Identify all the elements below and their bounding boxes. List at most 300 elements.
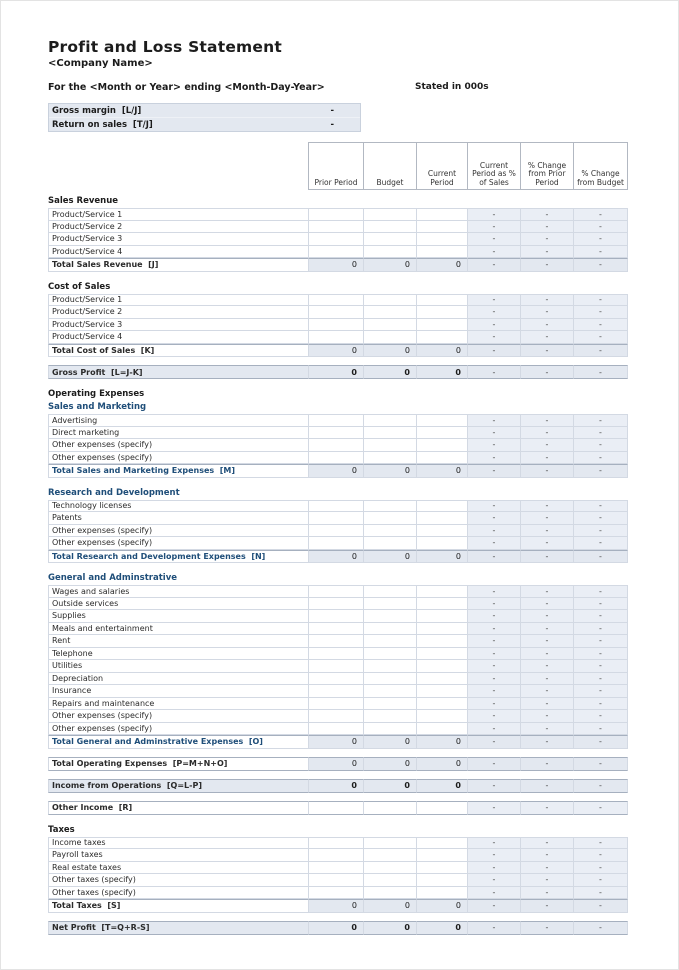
amount-cell: 0	[417, 464, 468, 478]
amount-cell[interactable]	[309, 837, 364, 850]
percent-cell: -	[468, 414, 521, 427]
amount-cell[interactable]	[364, 246, 417, 259]
percent-cell: -	[468, 525, 521, 538]
percent-cell: -	[468, 849, 521, 862]
amount-cell: 0	[364, 258, 417, 272]
row-utilities	[48, 660, 628, 673]
row-label: Real estate taxes	[48, 862, 309, 875]
summary-metrics-box	[48, 103, 361, 132]
row-net-profit-t-q-r-s	[48, 921, 628, 935]
row-label: Total General and Adminstrative Expenses [O]	[48, 735, 309, 749]
percent-cell: -	[468, 610, 521, 623]
percent-cell: -	[574, 598, 628, 611]
amount-cell[interactable]	[364, 233, 417, 246]
amount-cell[interactable]	[309, 849, 364, 862]
row-supplies	[48, 610, 628, 623]
percent-cell: -	[574, 500, 628, 513]
row-patents	[48, 512, 628, 525]
amount-cell[interactable]	[309, 512, 364, 525]
amount-cell: 0	[364, 735, 417, 749]
percent-cell: -	[521, 698, 574, 711]
percent-cell: -	[468, 208, 521, 221]
amount-cell[interactable]	[417, 801, 468, 815]
amount-cell[interactable]	[364, 439, 417, 452]
row-product-service-1	[48, 294, 628, 307]
row-total-operating-expenses-p-m-n-o	[48, 757, 628, 771]
row-depreciation	[48, 673, 628, 686]
amount-cell[interactable]	[417, 648, 468, 661]
row-product-service-2	[48, 306, 628, 319]
row-total-cost-of-sales-k	[48, 344, 628, 358]
gross-margin-label: Gross margin [L/J]	[52, 105, 142, 116]
row-label: Other expenses (specify)	[48, 723, 309, 736]
percent-cell: -	[468, 258, 521, 272]
percent-cell: -	[521, 887, 574, 900]
row-label: Other expenses (specify)	[48, 537, 309, 550]
section-header-taxes: Taxes	[48, 824, 75, 835]
section-header-sales-revenue: Sales Revenue	[48, 196, 119, 206]
percent-cell: -	[574, 525, 628, 538]
percent-cell: -	[574, 306, 628, 319]
percent-cell: -	[521, 537, 574, 550]
amount-cell[interactable]	[417, 698, 468, 711]
amount-cell[interactable]	[417, 525, 468, 538]
row-insurance	[48, 685, 628, 698]
amount-cell[interactable]	[309, 331, 364, 344]
stated-in-000s: Stated in 000s	[415, 82, 489, 92]
amount-cell[interactable]	[309, 723, 364, 736]
amount-cell: 0	[309, 258, 364, 272]
amount-cell[interactable]	[364, 837, 417, 850]
percent-cell: -	[521, 208, 574, 221]
section-net-profit	[48, 921, 628, 935]
row-product-service-4	[48, 331, 628, 344]
percent-cell: -	[468, 685, 521, 698]
amount-cell[interactable]	[417, 294, 468, 307]
row-label: Telephone	[48, 648, 309, 661]
percent-cell: -	[574, 635, 628, 648]
percent-cell: -	[521, 365, 574, 379]
amount-cell[interactable]	[309, 801, 364, 815]
amount-cell[interactable]	[364, 208, 417, 221]
percent-cell: -	[521, 233, 574, 246]
percent-cell: -	[468, 464, 521, 478]
amount-cell[interactable]	[309, 660, 364, 673]
gross-margin-row	[49, 104, 360, 117]
amount-cell: 0	[309, 899, 364, 913]
amount-cell[interactable]	[417, 887, 468, 900]
percent-cell: -	[468, 500, 521, 513]
amount-cell[interactable]	[417, 221, 468, 234]
percent-cell: -	[521, 801, 574, 815]
amount-cell[interactable]	[417, 837, 468, 850]
percent-cell: -	[521, 610, 574, 623]
amount-cell[interactable]	[417, 685, 468, 698]
row-label: Other Income [R]	[48, 801, 309, 815]
percent-cell: -	[574, 610, 628, 623]
percent-cell: -	[574, 512, 628, 525]
amount-cell[interactable]	[309, 673, 364, 686]
percent-cell: -	[521, 635, 574, 648]
amount-cell[interactable]	[309, 414, 364, 427]
amount-cell[interactable]	[417, 306, 468, 319]
row-label: Total Operating Expenses [P=M+N+O]	[48, 757, 309, 771]
amount-cell: 0	[364, 757, 417, 771]
percent-cell: -	[521, 921, 574, 935]
amount-cell[interactable]	[309, 635, 364, 648]
percent-cell: -	[574, 319, 628, 332]
row-label: Other expenses (specify)	[48, 525, 309, 538]
percent-cell: -	[574, 735, 628, 749]
percent-cell: -	[521, 427, 574, 440]
section-subheader-general-and-adminstrative: General and Adminstrative	[48, 573, 178, 583]
row-label: Other expenses (specify)	[48, 710, 309, 723]
row-advertising	[48, 414, 628, 427]
row-label: Product/Service 3	[48, 233, 309, 246]
return-on-sales-row	[49, 117, 360, 131]
period-row	[48, 82, 628, 95]
row-product-service-3	[48, 319, 628, 332]
amount-cell[interactable]	[309, 585, 364, 598]
amount-cell[interactable]	[309, 294, 364, 307]
row-label: Gross Profit [L=J-K]	[48, 365, 309, 379]
amount-cell[interactable]	[309, 500, 364, 513]
percent-cell: -	[574, 887, 628, 900]
section-sales-revenue	[48, 195, 628, 272]
amount-cell: 0	[364, 344, 417, 358]
amount-cell[interactable]	[309, 525, 364, 538]
percent-cell: -	[468, 550, 521, 564]
percent-cell: -	[574, 208, 628, 221]
amount-cell[interactable]	[417, 208, 468, 221]
percent-cell: -	[468, 452, 521, 465]
amount-cell: 0	[309, 550, 364, 564]
percent-cell: -	[468, 801, 521, 815]
percent-cell: -	[468, 660, 521, 673]
percent-cell: -	[574, 757, 628, 771]
return-on-sales-value: -	[330, 119, 334, 130]
percent-cell: -	[521, 757, 574, 771]
amount-cell[interactable]	[417, 452, 468, 465]
percent-cell: -	[468, 246, 521, 259]
percent-cell: -	[468, 757, 521, 771]
section-header-cost-of-sales: Cost of Sales	[48, 281, 111, 292]
percent-cell: -	[574, 246, 628, 259]
amount-cell[interactable]	[309, 874, 364, 887]
percent-cell: -	[521, 735, 574, 749]
percent-cell: -	[521, 899, 574, 913]
percent-cell: -	[574, 464, 628, 478]
amount-cell[interactable]	[364, 723, 417, 736]
row-repairs-and-maintenance	[48, 698, 628, 711]
section-gross-profit	[48, 365, 628, 379]
row-label: Total Taxes [S]	[48, 899, 309, 913]
percent-cell: -	[468, 673, 521, 686]
section-sales-and-marketing	[48, 388, 628, 478]
amount-cell[interactable]	[364, 660, 417, 673]
amount-cell: 0	[309, 779, 364, 793]
amount-cell[interactable]	[364, 598, 417, 611]
amount-cell[interactable]	[309, 221, 364, 234]
amount-cell[interactable]	[417, 537, 468, 550]
percent-cell: -	[574, 862, 628, 875]
amount-cell[interactable]	[364, 537, 417, 550]
percent-cell: -	[574, 258, 628, 272]
percent-cell: -	[468, 723, 521, 736]
percent-cell: -	[574, 723, 628, 736]
amount-cell[interactable]	[364, 685, 417, 698]
row-real-estate-taxes	[48, 862, 628, 875]
row-label: Product/Service 1	[48, 294, 309, 307]
percent-cell: -	[574, 452, 628, 465]
amount-cell[interactable]	[417, 414, 468, 427]
row-other-expenses-specify	[48, 452, 628, 465]
percent-cell: -	[468, 899, 521, 913]
amount-cell[interactable]	[309, 598, 364, 611]
amount-cell: 0	[309, 921, 364, 935]
amount-cell: 0	[417, 550, 468, 564]
section-subheader-sales-and-marketing: Sales and Marketing	[48, 402, 147, 412]
row-label: Other taxes (specify)	[48, 874, 309, 887]
percent-cell: -	[468, 837, 521, 850]
amount-cell[interactable]	[309, 452, 364, 465]
amount-cell: 0	[364, 899, 417, 913]
percent-cell: -	[468, 598, 521, 611]
percent-cell: -	[468, 874, 521, 887]
amount-cell: 0	[364, 779, 417, 793]
column-header-change-from-budget: % Change from Budget	[573, 142, 628, 190]
percent-cell: -	[468, 887, 521, 900]
amount-cell[interactable]	[417, 862, 468, 875]
page-title: Profit and Loss Statement	[48, 38, 282, 56]
row-total-sales-and-marketing-expenses-m	[48, 464, 628, 478]
row-label: Advertising	[48, 414, 309, 427]
percent-cell: -	[521, 258, 574, 272]
amount-cell[interactable]	[417, 233, 468, 246]
amount-cell[interactable]	[364, 862, 417, 875]
percent-cell: -	[521, 246, 574, 259]
amount-cell[interactable]	[309, 246, 364, 259]
amount-cell[interactable]	[364, 452, 417, 465]
percent-cell: -	[574, 331, 628, 344]
percent-cell: -	[521, 512, 574, 525]
amount-cell: 0	[364, 550, 417, 564]
amount-cell[interactable]	[364, 585, 417, 598]
percent-cell: -	[574, 427, 628, 440]
percent-cell: -	[574, 623, 628, 636]
percent-cell: -	[468, 537, 521, 550]
row-other-expenses-specify	[48, 525, 628, 538]
row-label: Technology licenses	[48, 500, 309, 513]
amount-cell[interactable]	[364, 887, 417, 900]
amount-cell[interactable]	[364, 648, 417, 661]
percent-cell: -	[521, 550, 574, 564]
percent-cell: -	[574, 710, 628, 723]
percent-cell: -	[521, 862, 574, 875]
statement-content	[48, 38, 628, 935]
amount-cell[interactable]	[364, 306, 417, 319]
row-total-taxes-s	[48, 899, 628, 913]
amount-cell[interactable]	[309, 610, 364, 623]
amount-cell[interactable]	[364, 874, 417, 887]
amount-cell[interactable]	[309, 537, 364, 550]
amount-cell: 0	[364, 921, 417, 935]
percent-cell: -	[574, 233, 628, 246]
row-label: Wages and salaries	[48, 585, 309, 598]
percent-cell: -	[468, 635, 521, 648]
amount-cell[interactable]	[364, 610, 417, 623]
amount-cell[interactable]	[309, 698, 364, 711]
percent-cell: -	[468, 648, 521, 661]
amount-cell: 0	[309, 757, 364, 771]
amount-cell[interactable]	[417, 723, 468, 736]
amount-cell[interactable]	[364, 427, 417, 440]
percent-cell: -	[468, 623, 521, 636]
amount-cell[interactable]	[417, 585, 468, 598]
amount-cell[interactable]	[364, 698, 417, 711]
amount-cell[interactable]	[364, 414, 417, 427]
column-header-row	[48, 142, 628, 190]
amount-cell: 0	[417, 344, 468, 358]
row-label: Product/Service 3	[48, 319, 309, 332]
amount-cell[interactable]	[417, 331, 468, 344]
percent-cell: -	[521, 306, 574, 319]
row-other-expenses-specify	[48, 439, 628, 452]
percent-cell: -	[521, 660, 574, 673]
amount-cell[interactable]	[364, 635, 417, 648]
row-other-expenses-specify	[48, 537, 628, 550]
amount-cell[interactable]	[309, 648, 364, 661]
amount-cell[interactable]	[309, 233, 364, 246]
amount-cell[interactable]	[417, 598, 468, 611]
amount-cell: 0	[417, 365, 468, 379]
amount-cell[interactable]	[309, 685, 364, 698]
row-direct-marketing	[48, 427, 628, 440]
amount-cell[interactable]	[364, 500, 417, 513]
row-meals-and-entertainment	[48, 623, 628, 636]
amount-cell: 0	[309, 735, 364, 749]
percent-cell: -	[574, 294, 628, 307]
row-label: Repairs and maintenance	[48, 698, 309, 711]
amount-cell[interactable]	[417, 623, 468, 636]
amount-cell[interactable]	[364, 623, 417, 636]
amount-cell[interactable]	[364, 801, 417, 815]
amount-cell[interactable]	[364, 673, 417, 686]
amount-cell[interactable]	[309, 623, 364, 636]
amount-cell[interactable]	[417, 635, 468, 648]
percent-cell: -	[574, 537, 628, 550]
percent-cell: -	[521, 414, 574, 427]
amount-cell[interactable]	[417, 512, 468, 525]
amount-cell: 0	[309, 344, 364, 358]
amount-cell: 0	[309, 365, 364, 379]
gross-margin-value: -	[330, 105, 334, 116]
percent-cell: -	[574, 344, 628, 358]
amount-cell[interactable]	[309, 439, 364, 452]
row-rent	[48, 635, 628, 648]
amount-cell[interactable]	[417, 610, 468, 623]
section-taxes	[48, 824, 628, 913]
amount-cell[interactable]	[417, 500, 468, 513]
amount-cell[interactable]	[364, 710, 417, 723]
amount-cell[interactable]	[417, 427, 468, 440]
percent-cell: -	[574, 837, 628, 850]
amount-cell[interactable]	[364, 512, 417, 525]
company-name: <Company Name>	[48, 58, 153, 69]
amount-cell[interactable]	[309, 319, 364, 332]
row-payroll-taxes	[48, 849, 628, 862]
row-label: Depreciation	[48, 673, 309, 686]
amount-cell: 0	[417, 735, 468, 749]
section-total-operating-expenses	[48, 757, 628, 771]
percent-cell: -	[574, 874, 628, 887]
amount-cell[interactable]	[417, 874, 468, 887]
amount-cell[interactable]	[309, 427, 364, 440]
amount-cell[interactable]	[309, 887, 364, 900]
amount-cell[interactable]	[417, 660, 468, 673]
percent-cell: -	[574, 414, 628, 427]
amount-cell[interactable]	[309, 710, 364, 723]
percent-cell: -	[468, 439, 521, 452]
percent-cell: -	[468, 735, 521, 749]
amount-cell[interactable]	[417, 319, 468, 332]
row-other-taxes-specify	[48, 887, 628, 900]
row-product-service-2	[48, 221, 628, 234]
percent-cell: -	[521, 723, 574, 736]
row-label: Total Sales Revenue [J]	[48, 258, 309, 272]
row-gross-profit-l-j-k	[48, 365, 628, 379]
amount-cell[interactable]	[417, 673, 468, 686]
percent-cell: -	[521, 648, 574, 661]
row-label: Outside services	[48, 598, 309, 611]
amount-cell[interactable]	[309, 862, 364, 875]
percent-cell: -	[521, 344, 574, 358]
amount-cell[interactable]	[364, 294, 417, 307]
amount-cell: 0	[417, 779, 468, 793]
amount-cell[interactable]	[309, 306, 364, 319]
amount-cell: 0	[417, 899, 468, 913]
section-income-from-operations	[48, 779, 628, 793]
row-label: Product/Service 2	[48, 306, 309, 319]
percent-cell: -	[468, 698, 521, 711]
percent-cell: -	[574, 698, 628, 711]
percent-cell: -	[468, 710, 521, 723]
amount-cell[interactable]	[417, 710, 468, 723]
amount-cell[interactable]	[309, 208, 364, 221]
column-header-current-period: Current Period	[416, 142, 468, 190]
percent-cell: -	[521, 464, 574, 478]
amount-cell[interactable]	[364, 319, 417, 332]
amount-cell[interactable]	[417, 849, 468, 862]
pl-table	[48, 195, 628, 935]
amount-cell[interactable]	[417, 439, 468, 452]
percent-cell: -	[574, 779, 628, 793]
percent-cell: -	[521, 525, 574, 538]
amount-cell[interactable]	[364, 331, 417, 344]
amount-cell[interactable]	[364, 525, 417, 538]
amount-cell[interactable]	[364, 849, 417, 862]
amount-cell[interactable]	[364, 221, 417, 234]
row-label: Meals and entertainment	[48, 623, 309, 636]
section-other-income	[48, 801, 628, 815]
section-subheader-research-and-development: Research and Development	[48, 487, 180, 498]
amount-cell[interactable]	[417, 246, 468, 259]
column-header-spacer	[47, 142, 309, 190]
amount-cell: 0	[364, 365, 417, 379]
column-header-prior-period: Prior Period	[308, 142, 364, 190]
row-other-expenses-specify	[48, 723, 628, 736]
section-research-and-development	[48, 487, 628, 564]
